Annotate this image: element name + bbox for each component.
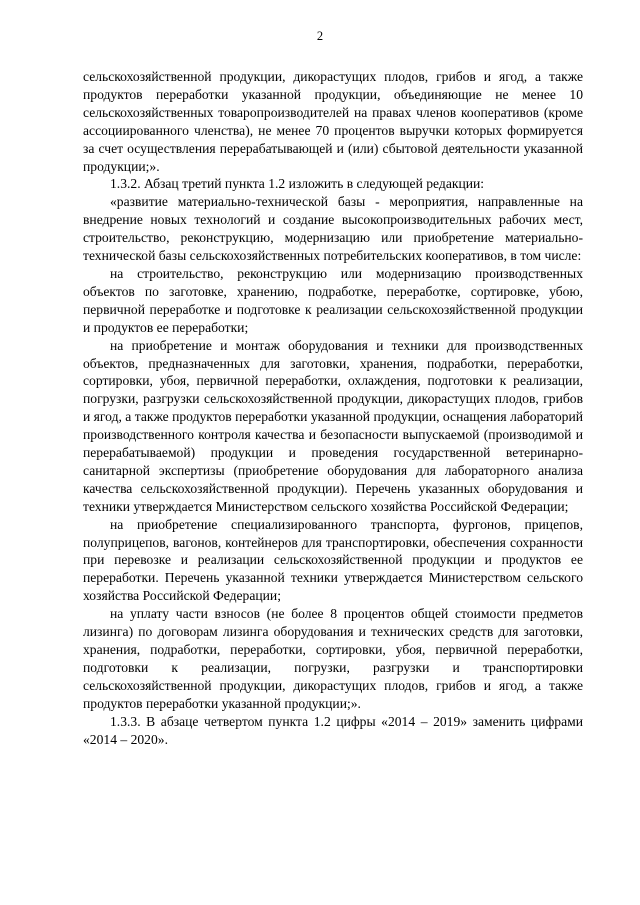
paragraph-1-3-3: 1.3.3. В абзаце четвертом пункта 1.2 цифры «2014 – 2019» заменить цифрами «2014 – 2020».	[83, 713, 583, 747]
document-body	[83, 68, 583, 748]
paragraph-transport-purchase: на приобретение специализированного транспорта, фургонов, прицепов, полуприцепов, вагонов, контейнеров для транспортировки, обеспечения сохранности при перевозке и реализации сельскохозяйственной продукции и продуктов ее переработки. Перечень указанной техники утверждается Министерством сельского хозяйства Российской Федерации;	[83, 516, 583, 604]
paragraph-construction: на строительство, реконструкцию или модернизацию производственных объектов по заготовке, хранению, подработке, переработке, сортировке, убою, первичной переработке и подготовке к реализации сельскохозяйственной продукции и продуктов ее переработки;	[83, 265, 583, 335]
paragraph-leasing: на уплату части взносов (не более 8 процентов общей стоимости предметов лизинга) по договорам лизинга оборудования и технических средств для заготовки, хранения, подработки, переработки, сортировки, убоя, первичной переработки, подготовки к реализации, погрузки, разгрузки и транспортировки сельскохозяйственной продукции, дикорастущих плодов, грибов и ягод, а также продуктов переработки указанной продукции;».	[83, 606, 583, 711]
page-number: 2	[316, 29, 324, 43]
paragraph-cooperatives-definition-end: сельскохозяйственной продукции, дикорастущих плодов, грибов и ягод, а также продуктов переработки указанной продукции, объединяющие не менее 10 сельскохозяйственных товаропроизводителей на правах членов кооперативов (кроме ассоциированного членства), не менее 70 процентов выручки которых формируется за счет осуществления перерабатывающей и (или) сбытовой деятельности указанной продукции;».	[83, 69, 583, 174]
paragraph-1-3-2: 1.3.2. Абзац третий пункта 1.2 изложить в следующей редакции:	[110, 176, 485, 192]
paragraph-equipment-purchase: на приобретение и монтаж оборудования и техники для производственных объектов, предназначенных для заготовки, хранения, подработки, переработки, сортировки, убоя, первичной переработки, охлаждения, подготовки к реализации, погрузки, разгрузки сельскохозяйственной продукции, дикорастущих плодов, грибов и ягод, а также продуктов переработки указанной продукции, оснащения лабораторий производственного контроля качества и безопасности выпускаемой (производимой и перерабатываемой) продукции и проведения государственной ветеринарно-санитарной экспертизы (приобретение оборудования для лабораторного анализа качества сельскохозяйственной продукции). Перечень указанных оборудования и техники утверждается Министерством сельского хозяйства Российской Федерации;	[83, 337, 583, 514]
paragraph-material-base-definition: «развитие материально-технической базы - мероприятия, направленные на внедрение новых технологий и создание высокопроизводительных рабочих мест, строительство, реконструкцию, модернизацию или приобретение материально-технической базы сельскохозяйственных потребительских кооперативов, в том числе:	[83, 194, 583, 264]
